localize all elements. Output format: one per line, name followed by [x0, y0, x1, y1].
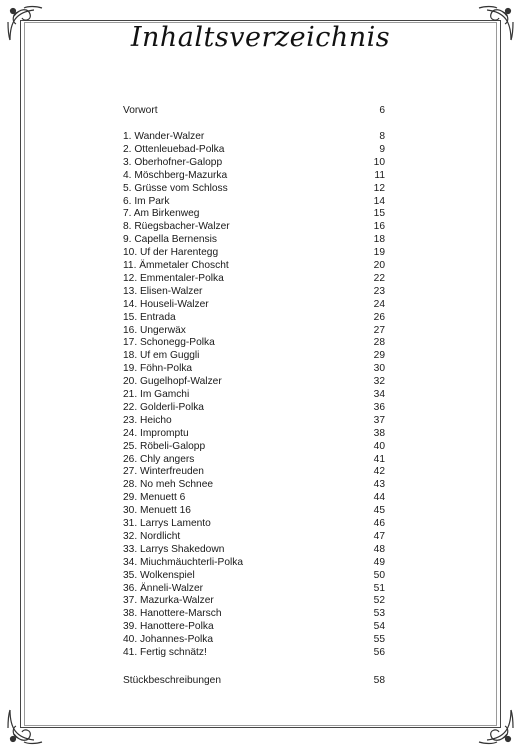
- toc-entry-page: 42: [373, 466, 385, 478]
- toc-entry-page: 22: [373, 272, 385, 284]
- toc-entry: [123, 569, 385, 582]
- toc-entry-page: 24: [373, 298, 385, 310]
- toc-entry: [123, 556, 385, 569]
- toc-entry-label: Vorwort: [123, 105, 158, 116]
- toc-entry: [123, 182, 385, 195]
- toc-entry-label: 34. Miuchmäuchterli-Polka: [123, 556, 244, 568]
- toc-entry-label: 14. Houseli-Walzer: [123, 298, 209, 310]
- toc-entry-label: 4. Möschberg-Mazurka: [123, 169, 228, 181]
- toc-entry: [123, 440, 385, 453]
- toc-entry-label: 35. Wolkenspiel: [123, 569, 195, 581]
- toc-entry: [123, 504, 385, 517]
- toc-entry-page: 41: [373, 453, 385, 465]
- toc-entry-label: 30. Menuett 16: [123, 505, 191, 517]
- toc-entry: [123, 156, 385, 169]
- toc-entry-label: 33. Larrys Shakedown: [123, 543, 225, 555]
- toc-entry-page: 51: [373, 582, 385, 594]
- toc-entry: [123, 324, 385, 337]
- toc-entry-page: 30: [373, 363, 385, 375]
- toc-entry: [123, 336, 385, 349]
- toc-entry-label: 21. Im Gamchi: [123, 389, 190, 400]
- toc-entry: [123, 298, 385, 311]
- toc-entry-page: 14: [373, 195, 385, 207]
- toc-entry: [123, 285, 385, 298]
- toc-entry: [123, 143, 385, 156]
- toc-entry-label: 24. Impromptu: [123, 427, 189, 439]
- toc-entry-label: 18. Uf em Guggli: [123, 350, 200, 362]
- toc-entry-page: 43: [373, 479, 385, 491]
- toc-entry-label: 38. Hanottere-Marsch: [123, 608, 222, 620]
- toc-entry-page: 18: [373, 234, 385, 246]
- toc-entry-label: 32. Nordlicht: [123, 530, 181, 542]
- toc-entry-page: 55: [373, 634, 385, 646]
- toc-entry: [123, 272, 385, 285]
- toc-entry-label: 12. Emmentaler-Polka: [123, 272, 224, 284]
- toc-entry-page: 36: [373, 401, 385, 413]
- toc-entry: [123, 246, 385, 259]
- toc-entry: [123, 543, 385, 556]
- toc-entry-page: 9: [379, 143, 385, 155]
- toc-entry-page: 6: [379, 105, 385, 116]
- toc-entry-page: 26: [373, 311, 385, 323]
- toc-entry-label: 23. Heicho: [123, 414, 172, 426]
- toc-entry: [123, 130, 385, 143]
- toc-entry: [123, 195, 385, 208]
- toc-entry-label: 1. Wander-Walzer: [123, 131, 205, 142]
- toc-entry-label: 37. Mazurka-Walzer: [123, 595, 214, 607]
- toc-entry: [123, 491, 385, 504]
- toc-entry-page: 10: [373, 156, 385, 168]
- toc-entry-label: 3. Oberhofner-Galopp: [123, 156, 223, 168]
- toc-entry-page: 37: [373, 414, 385, 426]
- toc-entry: [123, 453, 385, 466]
- toc-entry-page: 19: [373, 247, 385, 259]
- toc-entry-page: 12: [373, 182, 385, 194]
- toc-entry-page: 23: [373, 285, 385, 297]
- toc-entry: [123, 633, 385, 646]
- toc-entry: [123, 401, 385, 414]
- toc-entry-page: 34: [373, 389, 385, 400]
- toc-entry-label: 7. Am Birkenweg: [123, 208, 200, 220]
- toc-entry-label: 39. Hanottere-Polka: [123, 621, 214, 633]
- toc-entry-page: 16: [373, 221, 385, 233]
- toc-entry-label: 16. Ungerwäx: [123, 324, 186, 336]
- toc-entry: [123, 375, 385, 388]
- toc-entry: [123, 465, 385, 478]
- toc-entry-page: 38: [373, 427, 385, 439]
- toc-entry-page: 28: [373, 337, 385, 349]
- toc-entry-label: 22. Golderli-Polka: [123, 401, 204, 413]
- toc-entry-label: 25. Röbeli-Galopp: [123, 440, 206, 452]
- toc-entry: [123, 414, 385, 427]
- toc-entry-page: 58: [373, 675, 385, 686]
- toc-entry-page: 20: [373, 260, 385, 271]
- toc-entry-page: 32: [373, 376, 385, 388]
- toc-entry-descriptions: [123, 674, 385, 687]
- toc-entry: [123, 349, 385, 362]
- toc-entry: [123, 362, 385, 375]
- toc-entry-label: 10. Uf der Harentegg: [123, 247, 219, 259]
- page-title: Inhaltsverzeichnis: [130, 22, 391, 53]
- toc-entry-page: 52: [373, 595, 385, 607]
- toc-entry-label: 2. Ottenleuebad-Polka: [123, 143, 225, 155]
- toc-entry-page: 40: [373, 440, 385, 452]
- toc-entry-page: 27: [373, 324, 385, 336]
- toc-entry: [123, 530, 385, 543]
- toc-entry-page: 53: [373, 608, 385, 620]
- toc-entry: [123, 311, 385, 324]
- toc-entry-page: 48: [373, 543, 385, 555]
- toc-entry-label: Stückbeschreibungen: [123, 675, 221, 686]
- toc-entry-page: 44: [373, 492, 385, 504]
- toc-entry: [123, 427, 385, 440]
- toc-entry: [123, 620, 385, 633]
- toc-entry-page: 15: [373, 208, 385, 220]
- toc-entry-label: 9. Capella Bernensis: [123, 234, 218, 246]
- toc-entry: [123, 646, 385, 659]
- toc-entry-label: 5. Grüsse vom Schloss: [123, 182, 228, 194]
- toc-entry: [123, 169, 385, 182]
- toc-entry: [123, 259, 385, 272]
- toc-entry-page: 45: [373, 505, 385, 517]
- toc-entry-label: 15. Entrada: [123, 311, 176, 323]
- toc-entry: [123, 607, 385, 620]
- toc-entry-page: 56: [373, 647, 385, 658]
- toc-entry-label: 17. Schonegg-Polka: [123, 337, 215, 349]
- toc-entry: [123, 388, 385, 401]
- toc-entry-label: 27. Winterfreuden: [123, 466, 204, 478]
- toc-entry-label: 31. Larrys Lamento: [123, 518, 211, 529]
- toc-entry-label: 6. Im Park: [123, 195, 170, 207]
- toc-entry-label: 40. Johannes-Polka: [123, 634, 214, 646]
- toc-entry: [123, 207, 385, 220]
- toc-entry-label: 29. Menuett 6: [123, 492, 186, 504]
- toc-entry-label: 20. Gugelhopf-Walzer: [123, 376, 222, 388]
- toc-entry: [123, 233, 385, 246]
- toc-entry-label: 26. Chly angers: [123, 453, 195, 465]
- toc-entry-page: 54: [373, 621, 385, 633]
- toc-entry-page: 46: [373, 518, 385, 529]
- toc-entry-page: 47: [373, 530, 385, 542]
- toc-entry-label: 13. Elisen-Walzer: [123, 285, 203, 297]
- toc-entry-label: 36. Änneli-Walzer: [123, 582, 204, 594]
- toc-entry-label: 28. No meh Schnee: [123, 479, 214, 491]
- toc-entry: [123, 220, 385, 233]
- toc-entry-page: 8: [379, 131, 385, 142]
- toc-entry: [123, 517, 385, 530]
- toc-entry-label: 11. Ämmetaler Choscht: [123, 260, 229, 271]
- toc-entry-label: 8. Rüegsbacher-Walzer: [123, 221, 230, 233]
- toc-entry: [123, 478, 385, 491]
- toc-entry-page: 11: [374, 169, 385, 181]
- toc-entry-label: 19. Föhn-Polka: [123, 363, 193, 375]
- toc-entry-page: 50: [373, 569, 385, 581]
- toc-entry-page: 29: [373, 350, 385, 362]
- toc-entry-page: 49: [373, 556, 385, 568]
- toc-entry: [123, 582, 385, 595]
- toc-entry: [123, 594, 385, 607]
- toc-entry-label: 41. Fertig schnätz!: [123, 647, 207, 658]
